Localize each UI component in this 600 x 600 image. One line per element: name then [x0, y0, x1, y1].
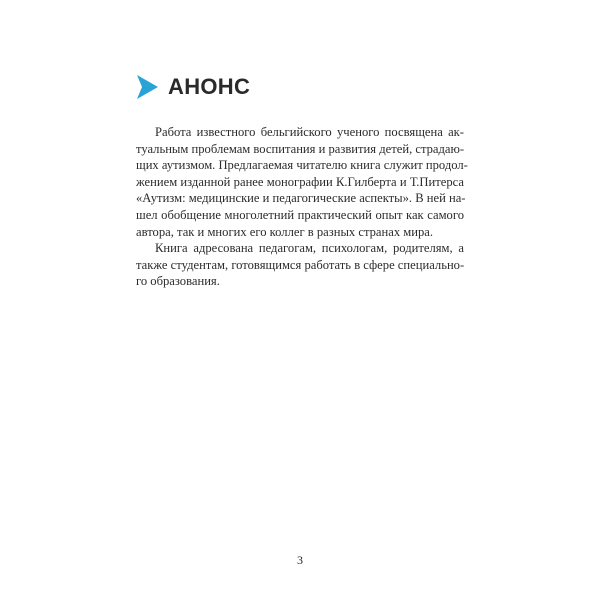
text-line: Книга адресована педагогам, психологам, родителям, а	[155, 241, 464, 256]
text-line: жением изданной ранее монографии К.Гилберта и Т.Питерса	[136, 174, 464, 189]
paragraph-1	[136, 124, 468, 240]
paragraph-2	[136, 240, 464, 290]
text-line: щих аутизмом. Предлагаемая читателю книга служит продол-	[136, 158, 468, 173]
text-line: шел обобщение многолетний практический опыт как самого	[136, 207, 464, 222]
text-line: также студентам, готовящимся работать в сфере специально-	[136, 257, 465, 272]
text-line: «Аутизм: медицинские и педагогические аспекты». В ней на-	[136, 191, 466, 206]
annotation-text	[136, 124, 468, 290]
arrow-icon	[136, 74, 159, 100]
section-title: АНОНС	[168, 74, 251, 99]
text-line: автора, так и многих его коллег в разных странах мира.	[136, 224, 434, 239]
page-number: 3	[297, 553, 303, 567]
text-line: туальным проблемам воспитания и развития детей, страдаю-	[136, 141, 465, 156]
text-line: го образования.	[136, 274, 220, 289]
text-line: Работа известного бельгийского ученого посвящена ак-	[155, 125, 464, 139]
section-heading	[136, 72, 250, 102]
